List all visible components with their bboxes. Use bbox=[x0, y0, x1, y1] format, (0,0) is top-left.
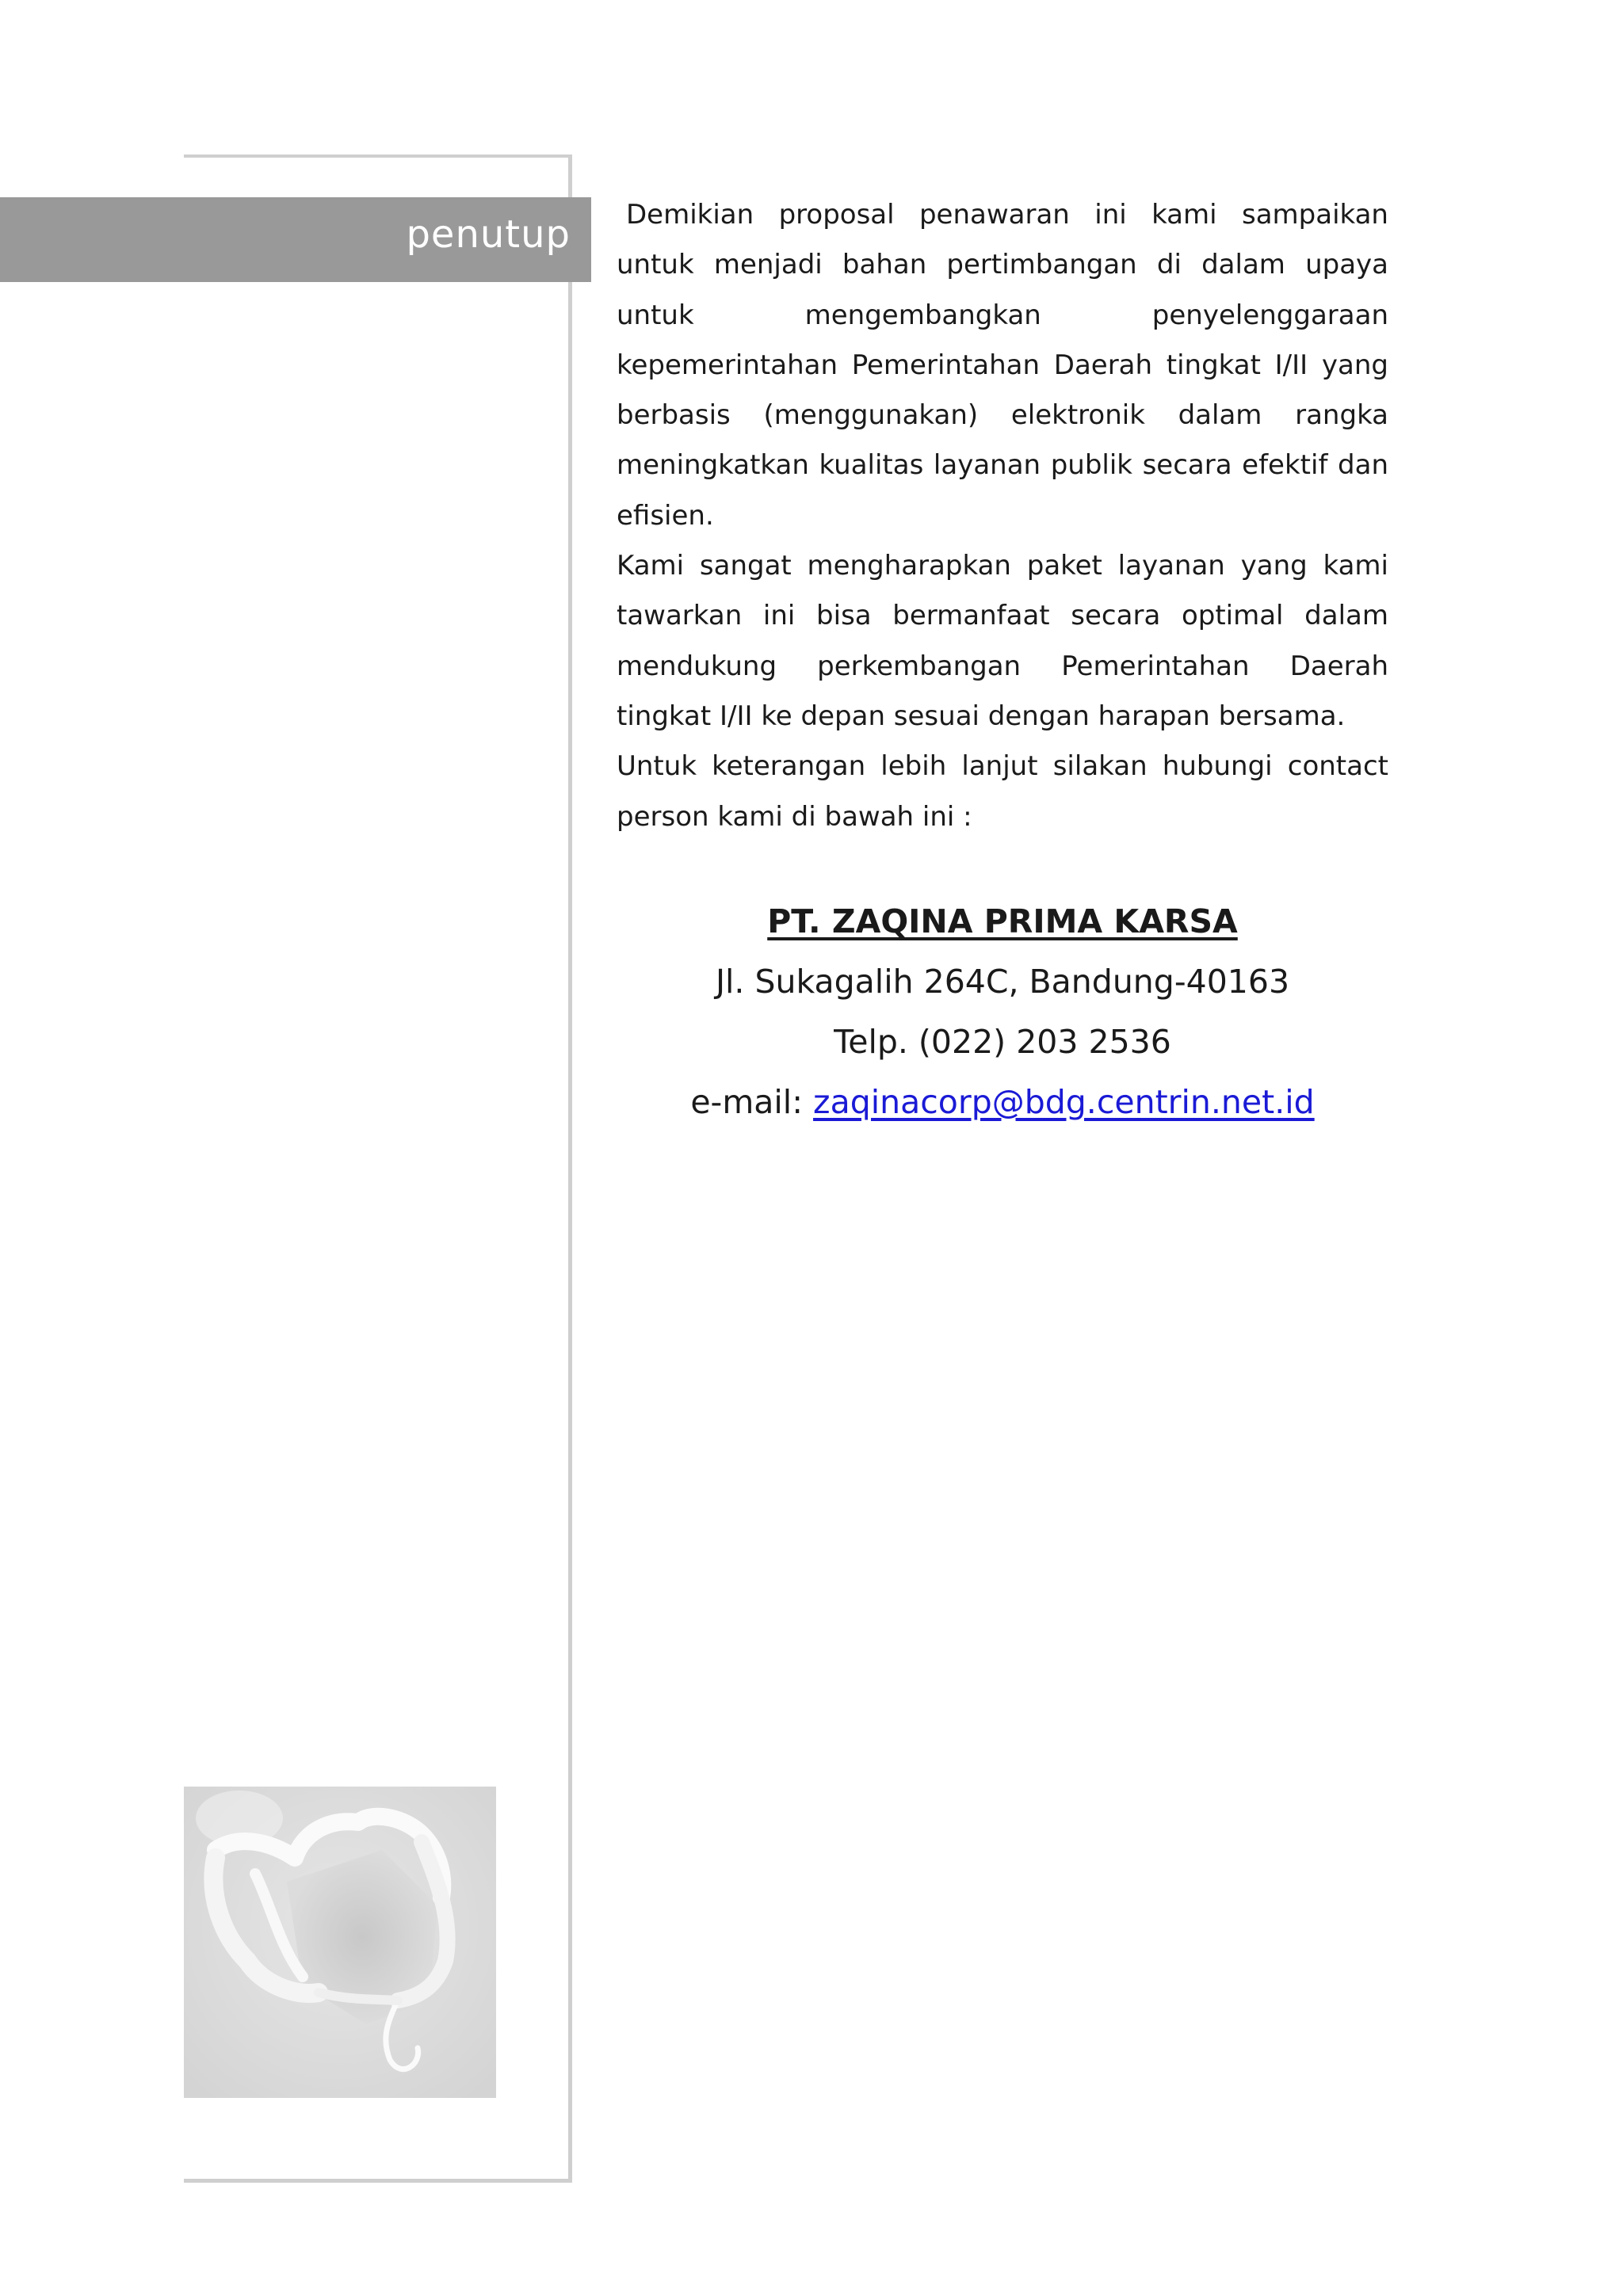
contact-email-label: e-mail: bbox=[690, 1083, 814, 1121]
contact-email-line bbox=[617, 1072, 1388, 1132]
section-tab bbox=[0, 197, 591, 282]
crumpled-cloth-photo bbox=[184, 1787, 496, 2098]
contact-email-link[interactable]: zaqinacorp@bdg.centrin.net.id bbox=[813, 1083, 1315, 1121]
section-title: penutup bbox=[406, 212, 571, 257]
contact-phone: Telp. (022) 203 2536 bbox=[834, 1023, 1171, 1061]
frame-bottom-line bbox=[184, 2179, 572, 2183]
paragraph-closing-hope: Kami sangat mengharapkan paket layanan yang kami tawarkan ini bisa bermanfaat secara optimal dalam mendukung perkembangan Pemerintahan Daerah tingkat I/II ke depan sesuai dengan harapan bersama. bbox=[617, 550, 1388, 732]
frame-top-line bbox=[184, 154, 572, 158]
crumpled-cloth-icon bbox=[184, 1787, 496, 2098]
paragraph-closing-intro: Demikian proposal penawaran ini kami sampaikan untuk menjadi bahan pertimbangan di dalam upaya untuk mengembangkan penyelenggaraan kepemerintahan Pemerintahan Daerah tingkat I/II yang berbasis (menggunakan) elektronik dalam rangka meningkatkan kualitas layanan publik secara efektif dan efisien. bbox=[617, 199, 1388, 532]
closing-text bbox=[617, 190, 1388, 842]
contact-block bbox=[617, 891, 1388, 1132]
paragraph-closing-contact: Untuk keterangan lebih lanjut silakan hubungi contact person kami di bawah ini : bbox=[617, 750, 1388, 833]
frame-vertical-line bbox=[568, 154, 572, 2183]
contact-address: Jl. Sukagalih 264C, Bandung-40163 bbox=[715, 963, 1290, 1001]
contact-company: PT. ZAQINA PRIMA KARSA bbox=[767, 902, 1238, 940]
